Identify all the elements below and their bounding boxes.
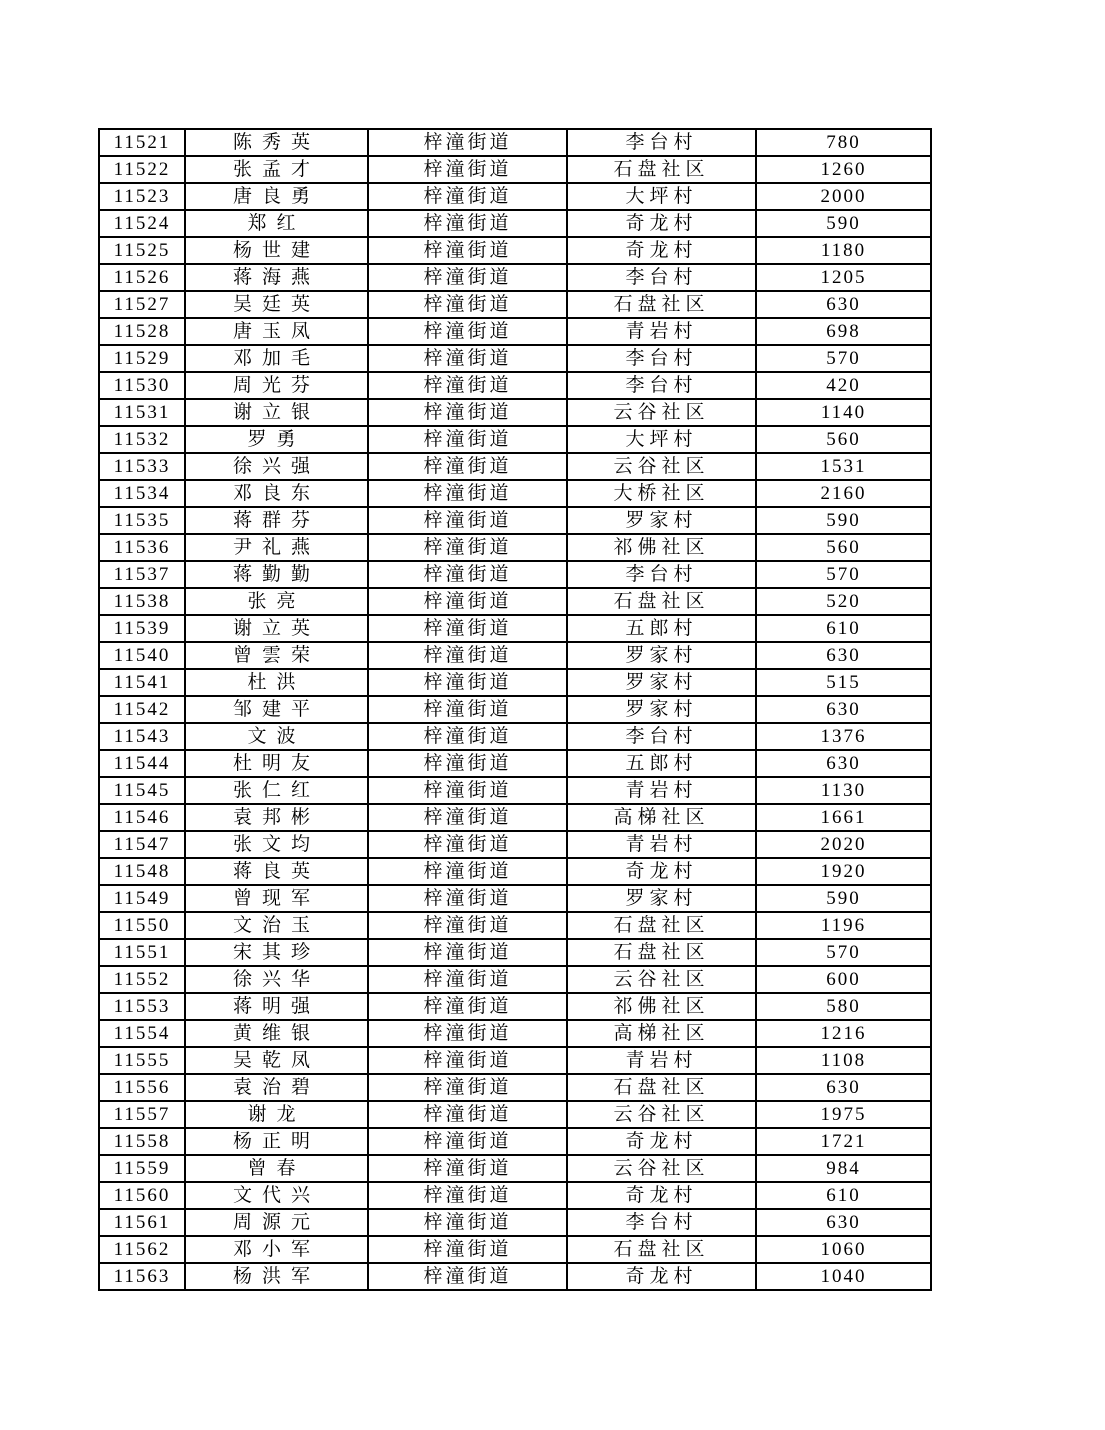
cell-street: 梓潼街道 (368, 1263, 567, 1290)
cell-name: 杜洪 (185, 669, 368, 696)
table-row (99, 696, 931, 723)
cell-id: 11545 (99, 777, 185, 804)
cell-street: 梓潼街道 (368, 1020, 567, 1047)
cell-name: 杜明友 (185, 750, 368, 777)
table-row (99, 804, 931, 831)
cell-name: 张亮 (185, 588, 368, 615)
cell-name: 文治玉 (185, 912, 368, 939)
cell-amount: 1721 (756, 1128, 931, 1155)
cell-amount: 1040 (756, 1263, 931, 1290)
cell-village: 奇龙村 (567, 1182, 756, 1209)
cell-village: 李台村 (567, 129, 756, 156)
cell-id: 11522 (99, 156, 185, 183)
table-row (99, 1020, 931, 1047)
cell-id: 11530 (99, 372, 185, 399)
cell-amount: 560 (756, 426, 931, 453)
cell-id: 11524 (99, 210, 185, 237)
table-row (99, 561, 931, 588)
cell-amount: 630 (756, 642, 931, 669)
cell-name: 黄维银 (185, 1020, 368, 1047)
cell-id: 11534 (99, 480, 185, 507)
table-row (99, 480, 931, 507)
cell-amount: 570 (756, 345, 931, 372)
cell-village: 青岩村 (567, 777, 756, 804)
cell-street: 梓潼街道 (368, 588, 567, 615)
cell-amount: 1108 (756, 1047, 931, 1074)
cell-name: 周光芬 (185, 372, 368, 399)
cell-name: 张仁红 (185, 777, 368, 804)
cell-street: 梓潼街道 (368, 318, 567, 345)
cell-village: 五郎村 (567, 615, 756, 642)
table-row (99, 264, 931, 291)
cell-name: 曾春 (185, 1155, 368, 1182)
cell-id: 11542 (99, 696, 185, 723)
cell-amount: 1661 (756, 804, 931, 831)
cell-id: 11561 (99, 1209, 185, 1236)
cell-amount: 630 (756, 291, 931, 318)
cell-name: 张文均 (185, 831, 368, 858)
cell-id: 11532 (99, 426, 185, 453)
cell-village: 奇龙村 (567, 1263, 756, 1290)
cell-id: 11558 (99, 1128, 185, 1155)
cell-village: 奇龙村 (567, 237, 756, 264)
table-row (99, 1236, 931, 1263)
cell-name: 蒋良英 (185, 858, 368, 885)
cell-street: 梓潼街道 (368, 642, 567, 669)
cell-id: 11555 (99, 1047, 185, 1074)
cell-village: 石盘社区 (567, 156, 756, 183)
table-row (99, 534, 931, 561)
cell-village: 李台村 (567, 1209, 756, 1236)
cell-village: 青岩村 (567, 318, 756, 345)
cell-id: 11554 (99, 1020, 185, 1047)
cell-amount: 630 (756, 1074, 931, 1101)
cell-village: 李台村 (567, 264, 756, 291)
cell-village: 罗家村 (567, 669, 756, 696)
cell-amount: 2020 (756, 831, 931, 858)
cell-village: 罗家村 (567, 642, 756, 669)
table-row (99, 1074, 931, 1101)
cell-village: 云谷社区 (567, 453, 756, 480)
cell-amount: 984 (756, 1155, 931, 1182)
cell-name: 尹礼燕 (185, 534, 368, 561)
cell-id: 11547 (99, 831, 185, 858)
cell-amount: 630 (756, 696, 931, 723)
cell-id: 11531 (99, 399, 185, 426)
cell-name: 唐玉凤 (185, 318, 368, 345)
cell-id: 11548 (99, 858, 185, 885)
table-row (99, 1182, 931, 1209)
cell-name: 谢龙 (185, 1101, 368, 1128)
cell-id: 11527 (99, 291, 185, 318)
table-row (99, 993, 931, 1020)
cell-street: 梓潼街道 (368, 912, 567, 939)
table-row (99, 1263, 931, 1290)
cell-street: 梓潼街道 (368, 156, 567, 183)
cell-id: 11537 (99, 561, 185, 588)
cell-village: 奇龙村 (567, 210, 756, 237)
cell-street: 梓潼街道 (368, 885, 567, 912)
cell-street: 梓潼街道 (368, 561, 567, 588)
cell-id: 11560 (99, 1182, 185, 1209)
cell-village: 罗家村 (567, 885, 756, 912)
cell-name: 杨洪军 (185, 1263, 368, 1290)
cell-village: 云谷社区 (567, 1155, 756, 1182)
cell-name: 蒋海燕 (185, 264, 368, 291)
cell-amount: 1180 (756, 237, 931, 264)
cell-name: 蒋群芬 (185, 507, 368, 534)
cell-village: 石盘社区 (567, 939, 756, 966)
cell-village: 罗家村 (567, 507, 756, 534)
table-row (99, 210, 931, 237)
cell-village: 奇龙村 (567, 858, 756, 885)
cell-street: 梓潼街道 (368, 777, 567, 804)
table-row (99, 777, 931, 804)
cell-id: 11549 (99, 885, 185, 912)
cell-name: 吴廷英 (185, 291, 368, 318)
cell-amount: 1140 (756, 399, 931, 426)
cell-name: 蒋明强 (185, 993, 368, 1020)
table-row (99, 1101, 931, 1128)
cell-amount: 1920 (756, 858, 931, 885)
cell-name: 罗勇 (185, 426, 368, 453)
cell-amount: 580 (756, 993, 931, 1020)
cell-name: 邹建平 (185, 696, 368, 723)
table-row (99, 372, 931, 399)
cell-amount: 515 (756, 669, 931, 696)
table-body (99, 129, 931, 1290)
cell-id: 11557 (99, 1101, 185, 1128)
cell-street: 梓潼街道 (368, 1128, 567, 1155)
table-row (99, 507, 931, 534)
table-row (99, 615, 931, 642)
cell-id: 11540 (99, 642, 185, 669)
table-row (99, 831, 931, 858)
cell-village: 李台村 (567, 561, 756, 588)
cell-name: 曾雲荣 (185, 642, 368, 669)
cell-id: 11528 (99, 318, 185, 345)
cell-amount: 1060 (756, 1236, 931, 1263)
cell-amount: 1205 (756, 264, 931, 291)
cell-amount: 590 (756, 885, 931, 912)
cell-village: 石盘社区 (567, 1236, 756, 1263)
cell-name: 文波 (185, 723, 368, 750)
cell-amount: 610 (756, 615, 931, 642)
table-row (99, 750, 931, 777)
cell-amount: 610 (756, 1182, 931, 1209)
cell-amount: 630 (756, 1209, 931, 1236)
cell-street: 梓潼街道 (368, 210, 567, 237)
cell-village: 高梯社区 (567, 1020, 756, 1047)
cell-amount: 1260 (756, 156, 931, 183)
cell-id: 11539 (99, 615, 185, 642)
cell-id: 11533 (99, 453, 185, 480)
cell-street: 梓潼街道 (368, 453, 567, 480)
cell-id: 11538 (99, 588, 185, 615)
cell-amount: 1531 (756, 453, 931, 480)
cell-name: 谢立银 (185, 399, 368, 426)
table-row (99, 156, 931, 183)
cell-village: 云谷社区 (567, 966, 756, 993)
cell-street: 梓潼街道 (368, 291, 567, 318)
table-row (99, 885, 931, 912)
cell-name: 邓良东 (185, 480, 368, 507)
cell-amount: 570 (756, 561, 931, 588)
cell-id: 11541 (99, 669, 185, 696)
cell-name: 杨正明 (185, 1128, 368, 1155)
cell-village: 李台村 (567, 372, 756, 399)
table-row (99, 183, 931, 210)
cell-street: 梓潼街道 (368, 264, 567, 291)
cell-amount: 2160 (756, 480, 931, 507)
cell-village: 青岩村 (567, 1047, 756, 1074)
cell-name: 吴乾凤 (185, 1047, 368, 1074)
cell-street: 梓潼街道 (368, 858, 567, 885)
cell-village: 云谷社区 (567, 1101, 756, 1128)
cell-amount: 560 (756, 534, 931, 561)
table-row (99, 588, 931, 615)
table-row (99, 345, 931, 372)
cell-village: 罗家村 (567, 696, 756, 723)
cell-name: 杨世建 (185, 237, 368, 264)
cell-street: 梓潼街道 (368, 669, 567, 696)
cell-amount: 698 (756, 318, 931, 345)
table-row (99, 912, 931, 939)
cell-id: 11536 (99, 534, 185, 561)
cell-village: 五郎村 (567, 750, 756, 777)
cell-id: 11523 (99, 183, 185, 210)
table-row (99, 1209, 931, 1236)
cell-id: 11521 (99, 129, 185, 156)
cell-street: 梓潼街道 (368, 399, 567, 426)
cell-amount: 1196 (756, 912, 931, 939)
cell-amount: 420 (756, 372, 931, 399)
cell-street: 梓潼街道 (368, 993, 567, 1020)
cell-amount: 1376 (756, 723, 931, 750)
cell-name: 曾现军 (185, 885, 368, 912)
cell-amount: 2000 (756, 183, 931, 210)
table-row (99, 237, 931, 264)
cell-name: 张孟才 (185, 156, 368, 183)
cell-street: 梓潼街道 (368, 1236, 567, 1263)
cell-village: 大桥社区 (567, 480, 756, 507)
cell-village: 祁佛社区 (567, 993, 756, 1020)
cell-village: 李台村 (567, 345, 756, 372)
cell-amount: 600 (756, 966, 931, 993)
cell-village: 高梯社区 (567, 804, 756, 831)
cell-amount: 1975 (756, 1101, 931, 1128)
table-row (99, 1047, 931, 1074)
cell-street: 梓潼街道 (368, 426, 567, 453)
cell-amount: 780 (756, 129, 931, 156)
cell-id: 11553 (99, 993, 185, 1020)
cell-street: 梓潼街道 (368, 831, 567, 858)
table-row (99, 129, 931, 156)
cell-id: 11525 (99, 237, 185, 264)
cell-village: 大坪村 (567, 183, 756, 210)
cell-village: 奇龙村 (567, 1128, 756, 1155)
cell-id: 11562 (99, 1236, 185, 1263)
table-row (99, 939, 931, 966)
cell-name: 宋其珍 (185, 939, 368, 966)
cell-id: 11546 (99, 804, 185, 831)
table-row (99, 318, 931, 345)
cell-name: 袁邦彬 (185, 804, 368, 831)
cell-village: 青岩村 (567, 831, 756, 858)
cell-street: 梓潼街道 (368, 966, 567, 993)
cell-id: 11526 (99, 264, 185, 291)
table-row (99, 291, 931, 318)
cell-street: 梓潼街道 (368, 1209, 567, 1236)
cell-id: 11543 (99, 723, 185, 750)
cell-id: 11529 (99, 345, 185, 372)
cell-street: 梓潼街道 (368, 237, 567, 264)
cell-name: 谢立英 (185, 615, 368, 642)
table-row (99, 1128, 931, 1155)
cell-street: 梓潼街道 (368, 129, 567, 156)
cell-street: 梓潼街道 (368, 939, 567, 966)
cell-street: 梓潼街道 (368, 615, 567, 642)
table-row (99, 426, 931, 453)
cell-street: 梓潼街道 (368, 1074, 567, 1101)
table-row (99, 723, 931, 750)
cell-id: 11535 (99, 507, 185, 534)
table-row (99, 858, 931, 885)
cell-amount: 570 (756, 939, 931, 966)
cell-street: 梓潼街道 (368, 534, 567, 561)
cell-id: 11563 (99, 1263, 185, 1290)
table-row (99, 453, 931, 480)
cell-id: 11551 (99, 939, 185, 966)
cell-street: 梓潼街道 (368, 507, 567, 534)
cell-village: 大坪村 (567, 426, 756, 453)
roster-table (98, 128, 932, 1291)
table-row (99, 642, 931, 669)
cell-street: 梓潼街道 (368, 1047, 567, 1074)
table-row (99, 966, 931, 993)
cell-name: 文代兴 (185, 1182, 368, 1209)
cell-street: 梓潼街道 (368, 750, 567, 777)
cell-name: 蒋勤勤 (185, 561, 368, 588)
cell-village: 祁佛社区 (567, 534, 756, 561)
cell-street: 梓潼街道 (368, 1155, 567, 1182)
cell-village: 云谷社区 (567, 399, 756, 426)
cell-name: 陈秀英 (185, 129, 368, 156)
cell-id: 11556 (99, 1074, 185, 1101)
cell-amount: 630 (756, 750, 931, 777)
cell-village: 石盘社区 (567, 912, 756, 939)
cell-amount: 1130 (756, 777, 931, 804)
cell-name: 邓小军 (185, 1236, 368, 1263)
cell-village: 石盘社区 (567, 588, 756, 615)
cell-name: 郑红 (185, 210, 368, 237)
cell-name: 唐良勇 (185, 183, 368, 210)
cell-amount: 520 (756, 588, 931, 615)
cell-name: 徐兴华 (185, 966, 368, 993)
cell-street: 梓潼街道 (368, 372, 567, 399)
cell-name: 邓加毛 (185, 345, 368, 372)
table-row (99, 1155, 931, 1182)
cell-street: 梓潼街道 (368, 1101, 567, 1128)
cell-id: 11559 (99, 1155, 185, 1182)
cell-street: 梓潼街道 (368, 1182, 567, 1209)
cell-village: 李台村 (567, 723, 756, 750)
cell-id: 11544 (99, 750, 185, 777)
cell-name: 周源元 (185, 1209, 368, 1236)
cell-street: 梓潼街道 (368, 183, 567, 210)
cell-amount: 590 (756, 210, 931, 237)
cell-street: 梓潼街道 (368, 480, 567, 507)
table-row (99, 669, 931, 696)
cell-id: 11552 (99, 966, 185, 993)
cell-street: 梓潼街道 (368, 696, 567, 723)
cell-name: 袁治碧 (185, 1074, 368, 1101)
table-row (99, 399, 931, 426)
cell-street: 梓潼街道 (368, 804, 567, 831)
cell-village: 石盘社区 (567, 291, 756, 318)
cell-street: 梓潼街道 (368, 345, 567, 372)
cell-amount: 590 (756, 507, 931, 534)
cell-village: 石盘社区 (567, 1074, 756, 1101)
cell-amount: 1216 (756, 1020, 931, 1047)
cell-id: 11550 (99, 912, 185, 939)
cell-name: 徐兴强 (185, 453, 368, 480)
cell-street: 梓潼街道 (368, 723, 567, 750)
